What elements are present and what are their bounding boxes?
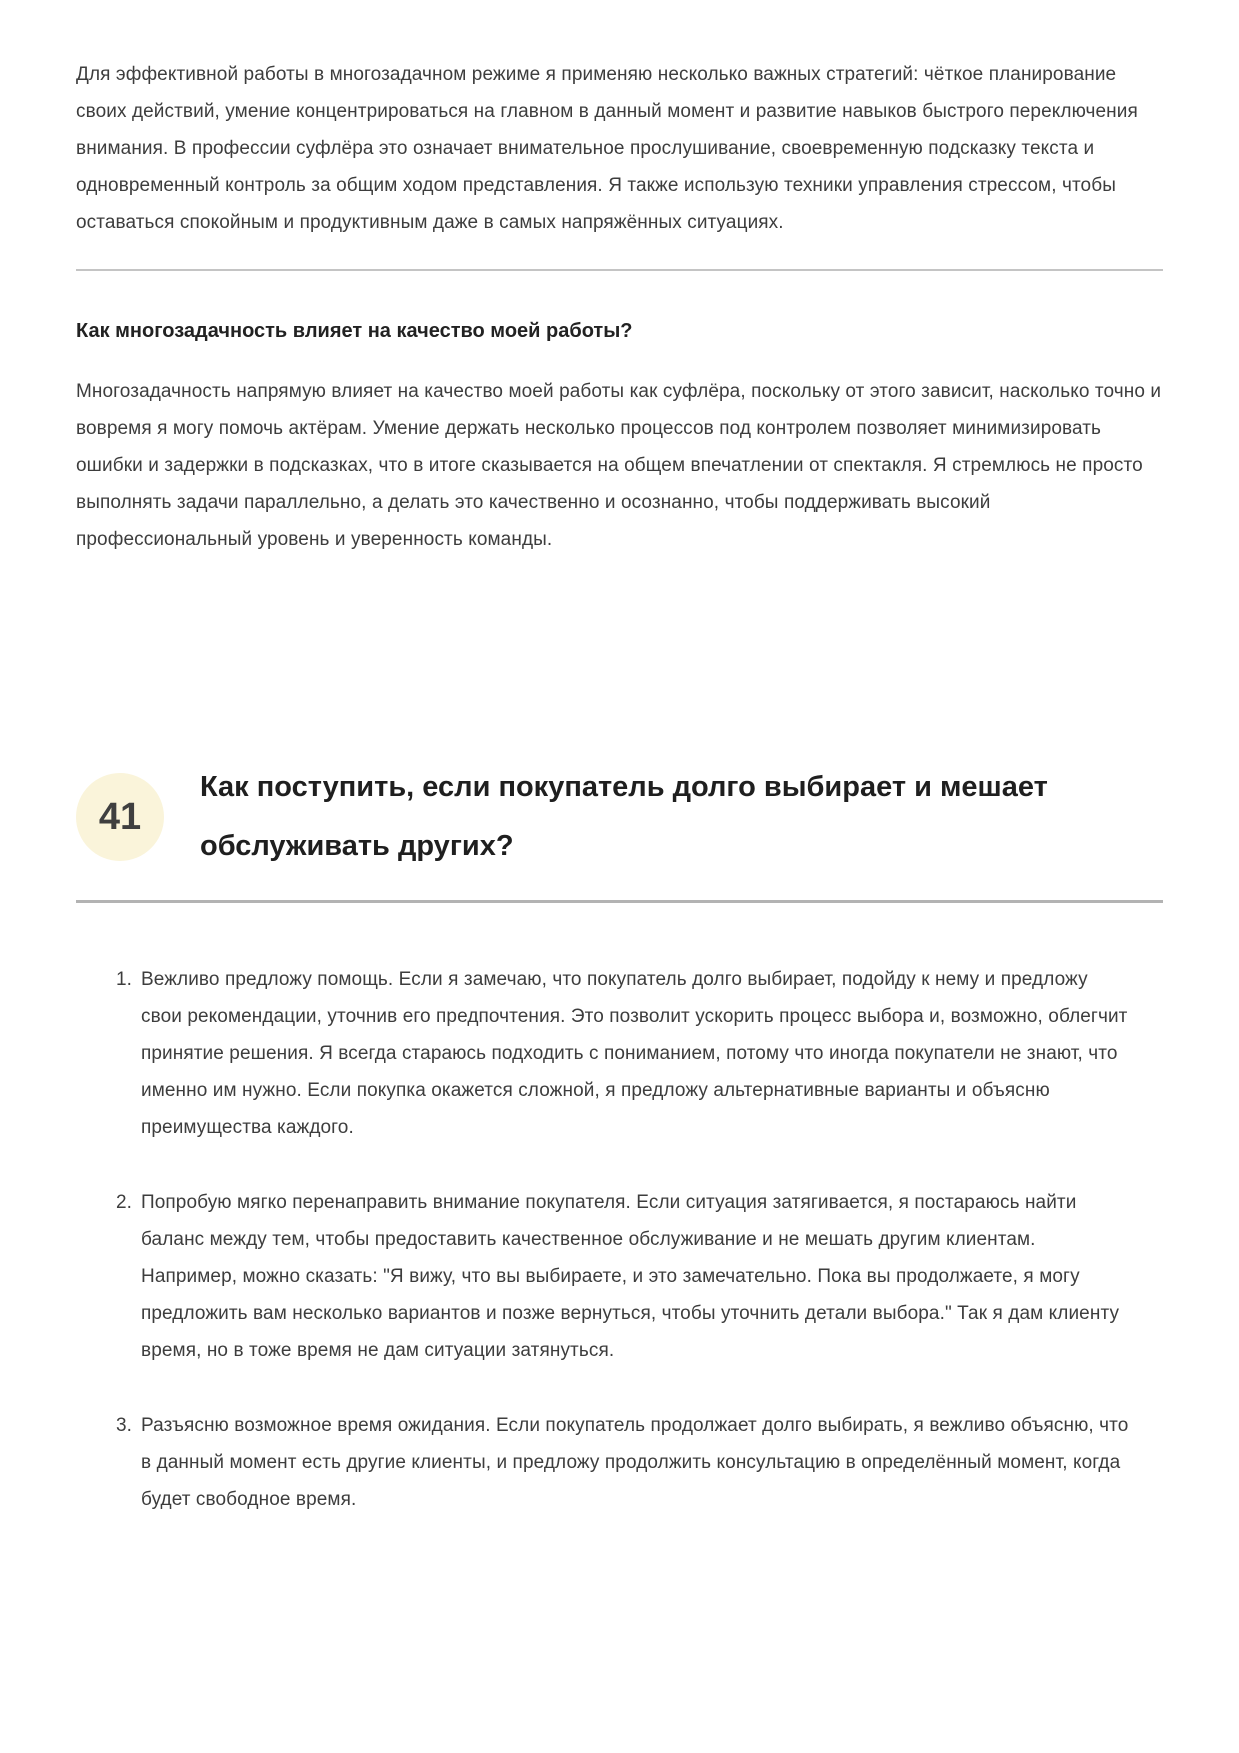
list-item-text: Попробую мягко перенаправить внимание покупателя. Если ситуация затягивается, я постараюсь найти баланс между тем, чтобы предоставить качественное обслуживание и не мешать другим клиентам. Например, можно сказать: "Я вижу, что вы выбираете, и это замечательно. Пока вы продолжаете, я могу предложить вам несколько вариантов и позже вернуться, чтобы уточнить детали выбора." Так я дам клиенту время, но в тоже время не дам ситуации затянуться.	[141, 1192, 1120, 1361]
answer-list	[76, 961, 1163, 1518]
list-item	[106, 1184, 1163, 1369]
sub-question-answer-paragraph: Многозадачность напрямую влияет на качество моей работы как суфлёра, поскольку от этого зависит, насколько точно и вовремя я могу помочь актёрам. Умение держать несколько процессов под контролем позволяет минимизировать ошибки и задержки в подсказках, что в итоге сказывается на общем впечатлении от спектакля. Я стремлюсь не просто выполнять задачи параллельно, а делать это качественно и осознанно, чтобы поддерживать высокий профессиональный уровень и уверенность команды.	[76, 381, 1162, 550]
question-41-section	[76, 758, 1163, 1518]
question-header	[76, 758, 1163, 876]
list-item-text: Разъясню возможное время ожидания. Если покупатель продолжает долго выбирать, я вежливо объясню, что в данный момент есть другие клиенты, и предложу продолжить консультацию в определённый момент, когда будет свободное время.	[141, 1415, 1129, 1510]
question-number: 41	[98, 796, 142, 838]
list-item-number: 1.	[115, 969, 132, 990]
question-title: Как поступить, если покупатель долго выбирает и мешает обслуживать других?	[200, 771, 1048, 862]
section-divider-thin	[76, 269, 1163, 271]
intro-answer-paragraph: Для эффективной работы в многозадачном режиме я применяю несколько важных стратегий: чёткое планирование своих действий, умение концентрироваться на главном в данный момент и развитие навыков быстрого переключения внимания. В профессии суфлёра это означает внимательное прослушивание, своевременную подсказку текста и одновременный контроль за общим ходом представления. Я также использую техники управления стрессом, чтобы оставаться спокойным и продуктивным даже в самых напряжённых ситуациях.	[76, 64, 1138, 233]
list-item	[106, 961, 1163, 1146]
list-item-number: 3.	[115, 1415, 132, 1436]
list-item-number: 2.	[115, 1192, 132, 1213]
section-divider-thick	[76, 900, 1163, 903]
list-item-text: Вежливо предложу помощь. Если я замечаю, что покупатель долго выбирает, подойду к нему и предложу свои рекомендации, уточнив его предпочтения. Это позволит ускорить процесс выбора и, возможно, облегчит принятие решения. Я всегда стараюсь подходить с пониманием, потому что иногда покупатели не знают, что именно им нужно. Если покупка окажется сложной, я предложу альтернативные варианты и объясню преимущества каждого.	[141, 969, 1128, 1138]
sub-question-heading: Как многозадачность влияет на качество моей работы?	[76, 320, 633, 342]
list-item	[106, 1407, 1163, 1518]
question-number-badge	[76, 773, 164, 861]
